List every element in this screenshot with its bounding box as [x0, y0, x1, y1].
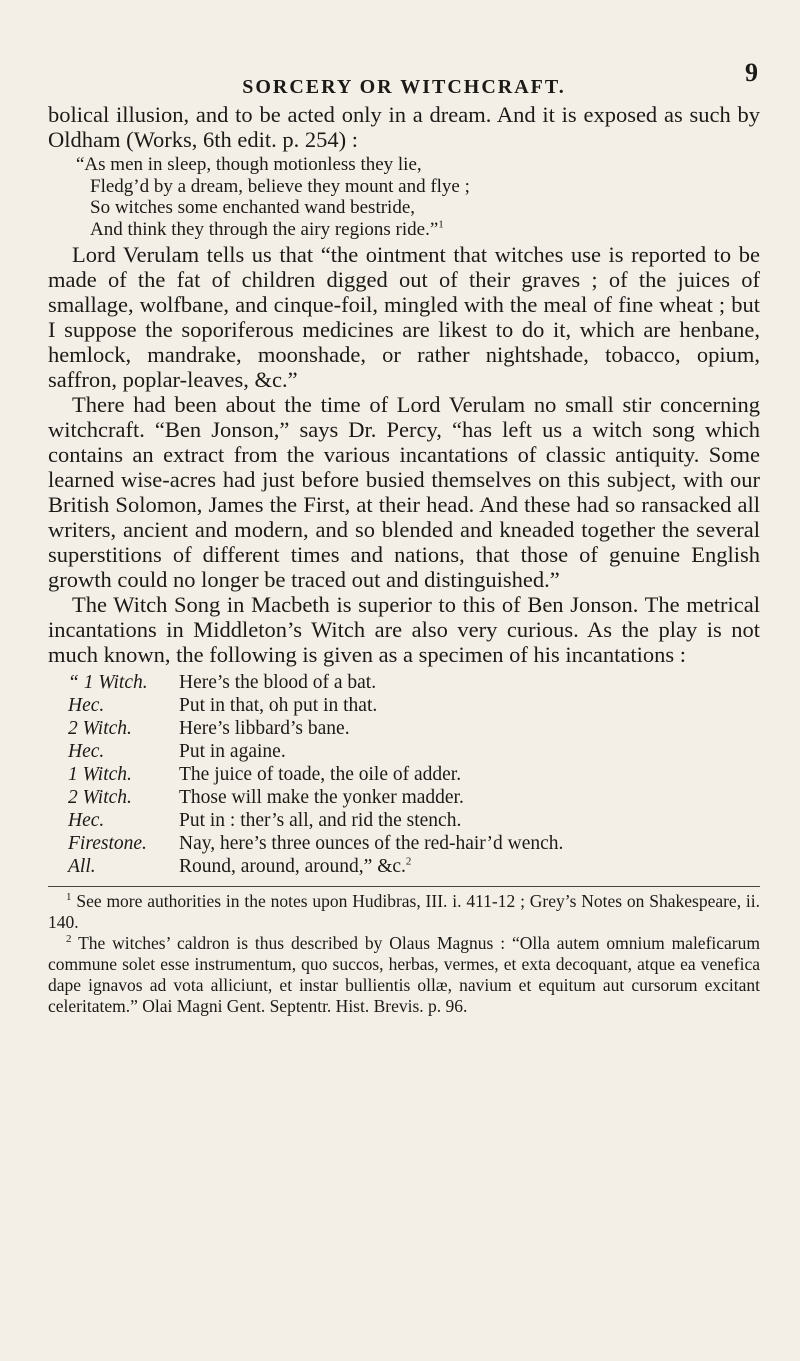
speaker: “ 1 Witch.	[68, 672, 148, 693]
speaker: Firestone.	[68, 833, 147, 854]
speaker: Hec.	[68, 695, 105, 716]
dialogue-row	[68, 763, 760, 786]
dialogue-row	[68, 809, 760, 832]
paragraph: bolical illusion, and to be acted only in a dream. And it is exposed as such by Oldham (Works, 6th edit. p. 254) :	[48, 102, 760, 152]
footnote-text: See more authorities in the notes upon Hudibras, III. i. 411-12 ; Grey’s Notes on Shakespeare, ii. 140.	[48, 891, 761, 932]
running-title: SORCERY OR WITCHCRAFT.	[242, 76, 566, 98]
verse-line: So witches some enchanted wand bestride,	[90, 197, 416, 218]
verse-line	[76, 219, 760, 241]
page-number: 9	[745, 58, 758, 87]
footnote-mark: 2	[66, 933, 72, 946]
footnote-text: The witches’ caldron is thus described by Olaus Magnus : “Olla autem omnium maleficarum commune solet esse instrumentum, quo succos, herbas, vermes, et exta decoquant, atque ea venefica dape ignavos ad vota alliciunt, et instar bullientis ollæ, navium et equitum aut cursorum excitant celeritatem.” Olai Magni Gent. Septentr. Hist. Brevis. p. 96.	[48, 933, 760, 1016]
dialogue-row	[68, 740, 760, 763]
paragraph: The Witch Song in Macbeth is superior to this of Ben Jonson. The metrical incantations in Middleton’s Witch are also very curious. As the play is not much known, the following is given as a specimen of his incantations :	[48, 592, 760, 667]
footnote-mark: 1	[66, 891, 72, 904]
dialogue-line: Those will make the yonker madder.	[179, 787, 464, 808]
dialogue-row	[68, 671, 760, 694]
dialogue-row	[68, 855, 760, 878]
speaker: 2 Witch.	[68, 787, 132, 808]
footnote-marker: 1	[438, 218, 444, 231]
speaker: Hec.	[68, 810, 105, 831]
speaker: 1 Witch.	[68, 764, 132, 785]
dialogue-line: Put in that, oh put in that.	[179, 695, 378, 716]
verse-line-text: And think they through the airy regions ride.”	[90, 218, 439, 240]
dialogue-line-text: Round, around, around,” &c.	[179, 856, 406, 877]
dialogue-line	[179, 855, 411, 878]
footnote-marker: 2	[405, 855, 412, 868]
speaker: All.	[68, 856, 96, 877]
dialogue-line: Put in : ther’s all, and rid the stench.	[179, 810, 462, 831]
footnote	[48, 891, 760, 933]
verse-line: Fledg’d by a dream, believe they mount and flye ;	[90, 175, 470, 197]
speaker: 2 Witch.	[68, 718, 132, 739]
book-page	[48, 58, 760, 1017]
dialogue-line: Here’s the blood of a bat.	[179, 672, 377, 693]
body-text	[48, 102, 760, 878]
speaker: Hec.	[68, 741, 105, 762]
footnotes	[48, 886, 760, 1017]
dialogue-line: Nay, here’s three ounces of the red-hair’d wench.	[179, 833, 564, 854]
paragraph: Lord Verulam tells us that “the ointment that witches use is reported to be made of the fat of children digged out of their graves ; of the juices of smallage, wolfbane, and cinque-foil, mingled with the meal of fine wheat ; but I suppose the soporiferous medicines are likest to do it, which are henbane, hemlock, mandrake, moonshade, or rather nightshade, tobacco, opium, saffron, poplar-leaves, &c.”	[48, 242, 760, 392]
dialogue-row	[68, 832, 760, 855]
dialogue-row	[68, 717, 760, 740]
dialogue-row	[68, 694, 760, 717]
running-head	[48, 58, 760, 102]
footnote	[48, 933, 760, 1017]
verse-line: “As men in sleep, though motionless they lie,	[76, 154, 422, 175]
dialogue-line: Here’s libbard’s bane.	[179, 718, 350, 739]
incantation-dialogue	[68, 671, 760, 878]
verse-quotation	[76, 154, 760, 240]
dialogue-row	[68, 786, 760, 809]
dialogue-line: The juice of toade, the oile of adder.	[179, 764, 462, 785]
dialogue-line: Put in againe.	[179, 741, 286, 762]
paragraph: There had been about the time of Lord Verulam no small stir concerning witchcraft. “Ben Jonson,” says Dr. Percy, “has left us a witch song which contains an extract from the various incantations of classic antiquity. Some learned wise-acres had just before busied themselves on this subject, with our British Solomon, James the First, at their head. And these had so ransacked all writers, ancient and modern, and so blended and kneaded together the several superstitions of different times and nations, that those of genuine English growth could no longer be traced out and distinguished.”	[48, 392, 760, 592]
